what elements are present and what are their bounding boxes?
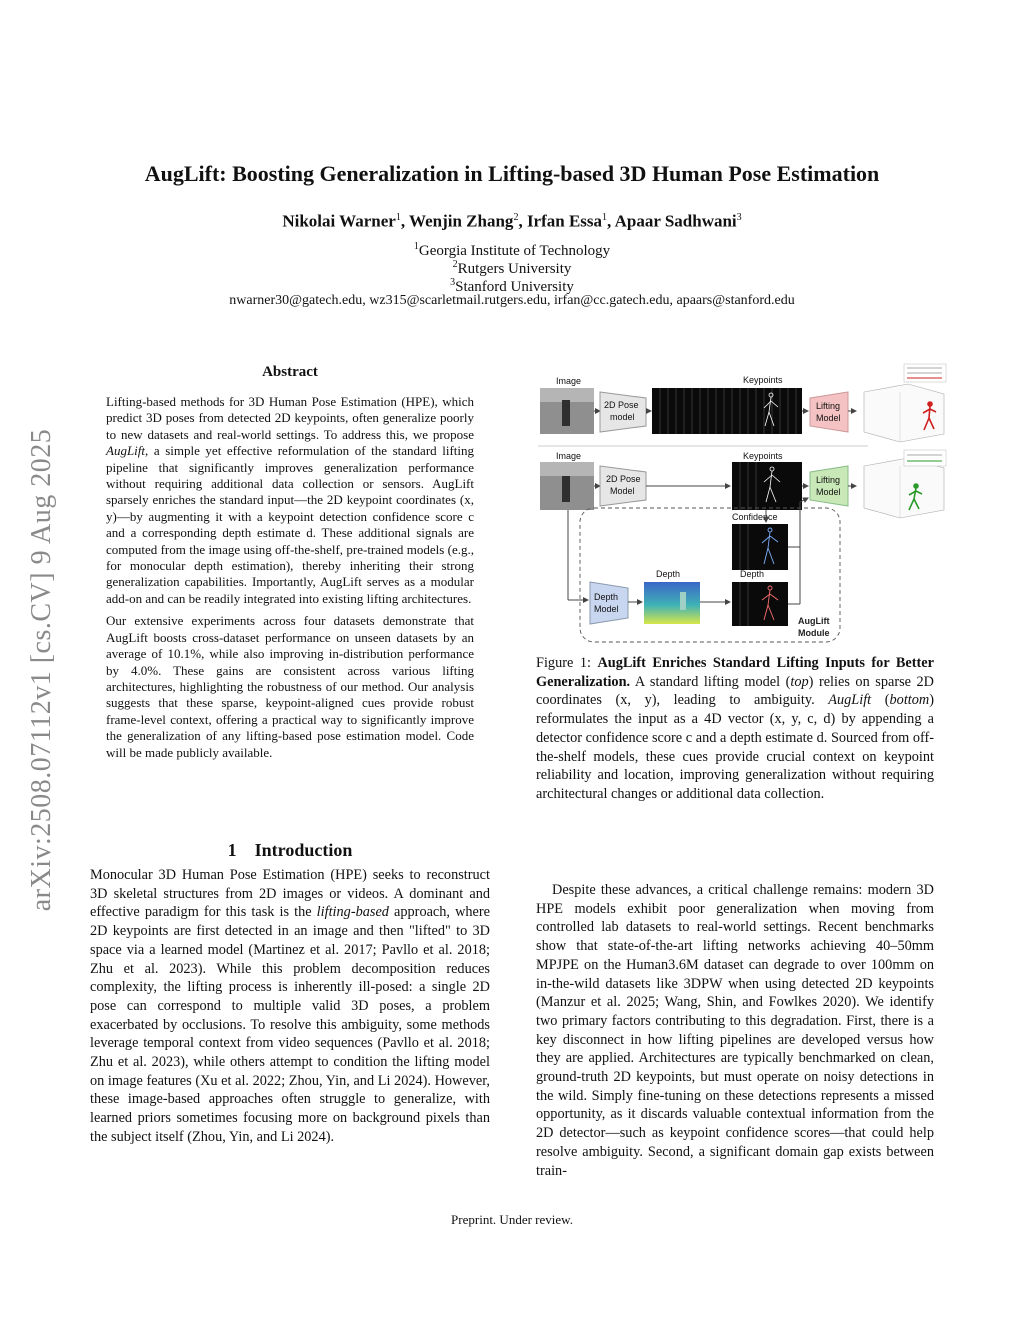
author-name: Apaar Sadhwani: [614, 211, 737, 231]
caption-text: ) relies on sparse 2D coordinates (x, y), leading to ambiguity.: [536, 673, 934, 709]
figure-1-caption: [536, 654, 934, 804]
lifting-model-label: Model: [816, 487, 841, 497]
affiliation-number: 3: [450, 277, 456, 288]
depth-keypoints-label: Depth: [740, 569, 765, 579]
3d-plot-top: [864, 364, 946, 442]
section-number: 1: [227, 840, 237, 860]
image-background-wall: [540, 388, 594, 402]
intro-left-column: [90, 866, 490, 1147]
affiliation-number: 2: [452, 259, 458, 270]
author-name: Nikolai Warner: [282, 211, 396, 231]
pose-model-label: 2D Pose: [604, 400, 639, 410]
paper-title: AugLift: Boosting Generalization in Lifting-based 3D Human Pose Estimation: [144, 161, 880, 186]
author-affiliation-mark: 3: [736, 212, 742, 223]
author-emails: nwarner30@gatech.edu, wz315@scarletmail.rutgers.edu, irfan@cc.gatech.edu, apaars@stanford.edu: [229, 293, 795, 308]
lifting-model-bottom-block: [810, 466, 848, 506]
author-affiliation-mark: 1: [395, 212, 401, 223]
person-silhouette: [562, 400, 570, 426]
abstract-text: , a simple yet effective reformulation of the standard lifting pipeline that significantly improves generalization performance without requiring additional data collection or sensors. AugLift sparsely enriches the standard input—the 2D keypoint coordinates (x, y)—by augmenting it with a keypoint detection confidence score c and a corresponding depth estimate d. These additional signals are computed from the image using off-the-shelf, pre-trained models (e.g., for monocular depth estimation), thereby inheriting their strong generalization capabilities. Importantly, AugLift serves as a modular add-on and can be readily integrated into existing lifting architectures.: [106, 443, 474, 606]
depth-map-label: Depth: [656, 569, 681, 579]
depth-frames: [732, 582, 788, 626]
abstract-heading: Abstract: [262, 364, 318, 380]
intro-paragraph: [90, 866, 490, 1147]
caption-emphasis: AugLift: [828, 692, 872, 709]
author-name: Wenjin Zhang: [409, 211, 514, 231]
keypoints-label: Keypoints: [743, 375, 783, 385]
caption-emphasis: top: [790, 673, 809, 690]
caption-emphasis: bottom: [889, 692, 930, 709]
confidence-frames: [732, 524, 788, 570]
affiliation-name: Georgia Institute of Technology: [418, 243, 611, 259]
intro-right-column: [536, 881, 934, 1180]
pipeline-diagram: [538, 362, 948, 644]
affiliation-name: Rutgers University: [457, 261, 572, 277]
caption-text: ) reformulates the input as a 4D vector (x, y, c, d) by appending a detector confidence score c and a depth estimate d. Sourced from off-the-shelf models, these cues provide crucial context on keypoint reliability and location, improving generalization without requiring architectural changes or additional data collection.: [536, 692, 934, 802]
affiliation-name: Stanford University: [455, 279, 574, 295]
image-label: Image: [556, 376, 582, 386]
pose-model-label: 2D Pose: [606, 474, 641, 484]
auglift-module-label: AugLift: [798, 616, 830, 626]
page-footer: Preprint. Under review.: [451, 1212, 573, 1227]
3d-plot-bottom: [864, 450, 946, 518]
section-title: Introduction: [254, 840, 353, 860]
section-heading: [90, 840, 490, 861]
caption-text: A standard lifting model (: [630, 673, 791, 690]
keypoints-label: Keypoints: [743, 451, 783, 461]
author-affiliation-mark: 2: [513, 212, 519, 223]
pose-model-label: model: [610, 412, 635, 422]
figure-1-diagram: [538, 362, 948, 644]
depth-model-label: Model: [594, 604, 619, 614]
depth-map: [644, 582, 700, 624]
depth-model-block: [590, 582, 628, 624]
abstract-paragraph: [106, 394, 474, 607]
person-silhouette: [562, 476, 570, 502]
author-list: Nikolai Warner$^1$, Wenjin Zhang$^2$, Irfan Essa$^1$, Apaar Sadhwani$^3$: [282, 211, 742, 231]
image-background-wall: [540, 462, 594, 476]
abstract-paragraph: Our extensive experiments across four datasets demonstrate that AugLift boosts cross-dataset performance on unseen datasets by an average of 10.1%, while also improving in-distribution performance by 4.0%. These gains are consistent across various lifting architectures, highlighting the robustness of our method. Our analysis suggests that these sparse, keypoint-aligned cues provide robust frame-level context, offering a practical way to significantly improve the generalization of any lifting-based pose estimation model. Code will be made publicly available.: [106, 613, 474, 760]
abstract-text: Lifting-based methods for 3D Human Pose Estimation (HPE), which predict 3D poses from detected 2D keypoints, often generalize poorly to new datasets and real-world settings. To address this, we propose: [106, 394, 474, 442]
lifting-model-label: Lifting: [816, 475, 841, 485]
lifting-model-top-block: [810, 392, 848, 432]
emphasis-text: lifting-based: [316, 904, 389, 921]
keypoint-frames-bottom: [732, 462, 802, 510]
intro-text: approach, where 2D keypoints are first detected in an image and then "lifted" to 3D space via a learned model (Martinez et al. 2017; Pavllo et al. 2018; Zhu et al. 2023). While this problem decomposition reduces complexity, the lifting process is inherently ill-posed: a single 2D pose can correspond to multiple valid 3D poses, a problem exacerbated by occlusions. To resolve this ambiguity, some methods leverage temporal context from video sequences (Pavllo et al. 2018; Zhu et al. 2023), while others attempt to condition the lifting model on image features (Xu et al. 2022; Zhou, Yin, and Li 2024). However, these image-based approaches often struggle to generalize, with learned priors sometimes focusing more on background pixels than the subject itself (Zhou, Yin, and Li 2024).: [90, 904, 491, 1145]
author-affiliation-mark: 1: [602, 212, 608, 223]
method-name: AugLift: [106, 443, 146, 459]
pose-model-label: Model: [610, 486, 635, 496]
auglift-module-label: Module: [798, 628, 830, 638]
image-label: Image: [556, 451, 582, 461]
lifting-model-label: Lifting: [816, 401, 841, 411]
caption-title: AugLift Enriches Standard Lifting Inputs for Better Generalization.: [536, 655, 934, 690]
author-name: Irfan Essa: [526, 211, 603, 231]
intro-paragraph: Despite these advances, a critical challenge remains: modern 3D HPE models exhibit poor generalization when moving from controlled lab datasets to real-world settings. Recent benchmarks show that state-of-the-art lifting networks achieving 40–50mm MPJPE on the Human3.6M dataset can degrade to over 100mm on in-the-wild datasets like 3DPW when using detected 2D keypoints (Manzur et al. 2025; Wang, Shin, and Fowlkes 2020). We identify two primary factors contributing to this degradation. First, there is a key disconnect in how lifting pipelines are developed versus how they are applied. Architectures are typically benchmarked on clean, ground-truth 2D keypoints, but must operate on noisy detections in the wild. Simply fine-tuning on these detections represents a missed opportunity, as it discards valuable contextual information from the 2D detector—such as keypoint confidence scores—that could help resolve ambiguity. Second, a significant domain gap exists between train-: [536, 882, 934, 1179]
intro-text: Monocular 3D Human Pose Estimation (HPE) seeks to reconstruct 3D skeletal structures from 2D images or videos. A dominant and effective paradigm for this task is the: [90, 867, 490, 921]
depth-map-person: [680, 592, 686, 610]
affiliation-number: 1: [413, 241, 419, 252]
keypoint-frames-stack: [652, 388, 802, 434]
caption-text: (: [871, 692, 890, 709]
depth-model-label: Depth: [594, 592, 619, 602]
caption-label: Figure 1:: [536, 655, 598, 671]
arxiv-stamp: arXiv:2508.07112v1 [cs.CV] 9 Aug 2025: [26, 428, 57, 912]
abstract-body: [106, 394, 474, 767]
lifting-model-label: Model: [816, 413, 841, 423]
confidence-label: Confidence: [732, 512, 778, 522]
